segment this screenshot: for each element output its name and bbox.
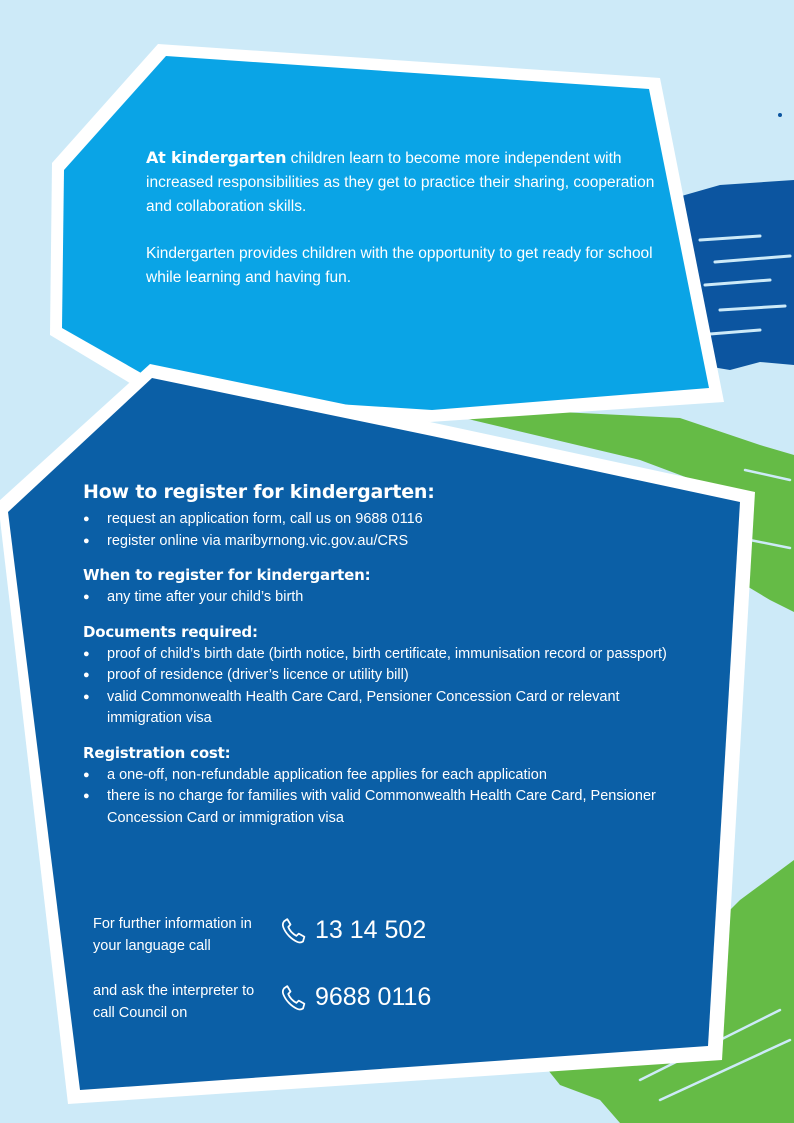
list-item: ● any time after your child’s birth xyxy=(83,587,693,609)
council-phone-number[interactable]: 9688 0116 xyxy=(315,983,432,1011)
list-item: ● proof of child’s birth date (birth notice, birth certificate, immunisation record or passport) xyxy=(83,644,693,666)
when-heading: When to register for kindergarten: xyxy=(83,566,371,584)
intro-paragraph-2: Kindergarten provides children with the opportunity to get ready for school while learning and having fun. xyxy=(146,245,653,286)
council-text: and ask the interpreter to call Council on xyxy=(93,983,255,1021)
intro-keyword: At kindergarten xyxy=(146,148,287,167)
council-contact xyxy=(93,981,513,1029)
list-item: ● request an application form, call us on 9688 0116 xyxy=(83,509,693,531)
cost-heading: Registration cost: xyxy=(83,743,231,762)
intro-text xyxy=(146,146,666,313)
intro-paragraph-1 xyxy=(146,146,666,219)
intro-paragraph-1-text: children learn to become more independent with increased responsibilities as they get to practice their sharing, cooperation and collaboration skills. xyxy=(146,150,655,215)
interpreter-contact xyxy=(93,914,513,962)
when-list xyxy=(83,587,693,609)
list-item: ● there is no charge for families with valid Commonwealth Health Care Card, Pensioner Concession Card or immigration visa xyxy=(83,786,693,829)
how-heading: How to register for kindergarten: xyxy=(83,481,435,503)
registration-info xyxy=(83,481,693,829)
interpreter-text: For further information in your language call xyxy=(93,916,252,954)
list-item: ● register online via maribyrnong.vic.gov.au/CRS xyxy=(83,531,693,553)
phone-icon xyxy=(279,983,309,1013)
documents-list xyxy=(83,644,693,730)
phone-icon xyxy=(279,916,309,946)
list-item: ● a one-off, non-refundable application fee applies for each application xyxy=(83,765,693,787)
documents-heading: Documents required: xyxy=(83,622,258,641)
list-item: ● proof of residence (driver’s licence or utility bill) xyxy=(83,665,693,687)
navy-dot xyxy=(778,113,782,117)
interpreter-phone-number[interactable]: 13 14 502 xyxy=(315,916,427,944)
how-list xyxy=(83,509,693,552)
cost-list xyxy=(83,765,693,830)
list-item: ● valid Commonwealth Health Care Card, Pensioner Concession Card or relevant immigration visa xyxy=(83,687,693,730)
